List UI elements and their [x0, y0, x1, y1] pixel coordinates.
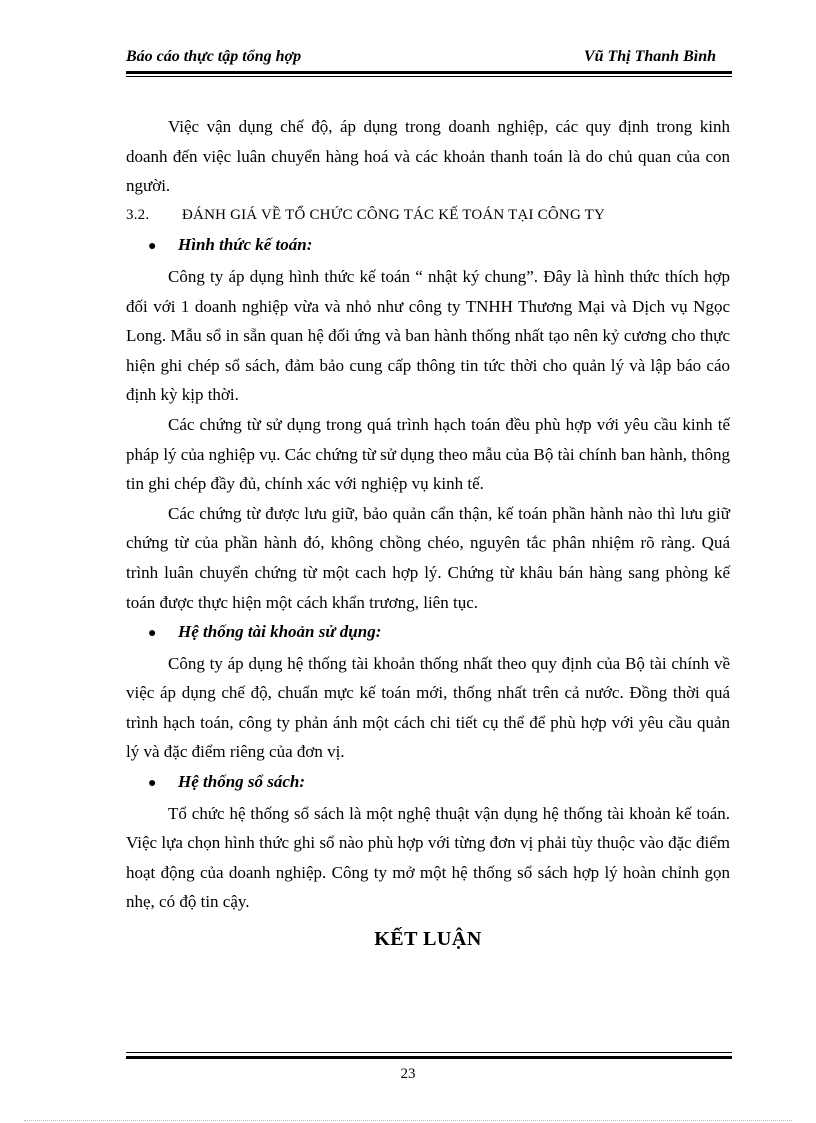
footer-rule-thin	[126, 1052, 732, 1053]
paragraph-voucher-storage: Các chứng từ được lưu giữ, bảo quản cẩn thận, kế toán phần hành nào thì lưu giữ chứng từ của phần hành đó, không chồng chéo, nguyên tắc phân nhiệm rõ ràng. Quá trình luân chuyển chứng từ một cach hợp lý. Chứng từ khâu bán hàng sang phòng kế toán được thực hiện một cách khẩn trương, liên tục.	[126, 503, 730, 612]
bullet-icon: ●	[148, 239, 157, 255]
bullet-icon: ●	[148, 626, 157, 642]
section-title: ĐÁNH GIÁ VỀ TỔ CHỨC CÔNG TÁC KẾ TOÁN TẠI CÔNG TY	[182, 206, 606, 223]
header-author: Vũ Thị Thanh Bình	[583, 48, 716, 65]
bullet-heading-accounts	[126, 617, 730, 649]
header-report-title: Báo cáo thực tập tổng hợp	[126, 48, 302, 65]
header-rule-thin	[126, 76, 732, 77]
footer-rule-thick	[126, 1056, 732, 1059]
paragraph-intro: Việc vận dụng chế độ, áp dụng trong doanh nghiệp, các quy định trong kinh doanh đến việc luân chuyển hàng hoá và các khoản thanh toán là do chủ quan của con người.	[126, 117, 730, 196]
document-body	[126, 112, 730, 955]
conclusion-heading: KẾT LUẬN	[374, 928, 482, 951]
bullet-heading-accounting-form	[126, 230, 730, 262]
paragraph-accounts: Công ty áp dụng hệ thống tài khoản thống nhất theo quy định của Bộ tài chính về việc áp dụng chế độ, chuẩn mực kế toán mới, thống nhất trên cả nước. Đồng thời quá trình hạch toán, công ty phản ánh một cách chi tiết cụ thể để phù hợp với yêu cầu quản lý và đặc điểm riêng của đơn vị.	[126, 653, 730, 762]
paragraph-vouchers: Các chứng từ sử dụng trong quá trình hạch toán đều phù hợp với yêu cầu kinh tế pháp lý của nghiệp vụ. Các chứng từ sử dụng theo mẫu của Bộ tài chính ban hành, thông tin ghi chép đầy đủ, chính xác với nghiệp vụ kinh tế.	[126, 414, 730, 494]
section-number: 3.2.	[126, 206, 150, 223]
bullet-label: Hệ thống tài khoản sử dụng:	[178, 622, 382, 642]
page-header	[126, 48, 732, 70]
section-heading	[126, 201, 730, 231]
paragraph-books: Tổ chức hệ thống sổ sách là một nghệ thuật vận dụng hệ thống tài khoản kế toán. Việc lựa chọn hình thức ghi sổ nào phù hợp với từng đơn vị phải tùy thuộc vào đặc điểm hoạt động của doanh nghiệp. Công ty mở một hệ thống sổ sách hợp lý hoàn chỉnh gọn nhẹ, có độ tin cậy.	[126, 803, 730, 912]
page-boundary	[24, 1120, 792, 1121]
page-number: 23	[400, 1066, 416, 1082]
header-rule-thick	[126, 71, 732, 74]
bullet-heading-books	[126, 767, 730, 799]
bullet-label: Hình thức kế toán:	[178, 235, 313, 255]
bullet-icon: ●	[148, 776, 157, 792]
bullet-label: Hệ thống sổ sách:	[178, 772, 306, 792]
paragraph-journal: Công ty áp dụng hình thức kế toán “ nhật ký chung”. Đây là hình thức thích hợp đối với 1 doanh nghiệp vừa và nhỏ như công ty TNHH Thương Mại và Dịch vụ Ngọc Long. Mẫu sổ in sẵn quan hệ đối ứng và ban hành thống nhất tạo nên kỷ cương cho thực hiện ghi chép sổ sách, đảm bảo cung cấp thông tin tức thời cho quản lý và lập báo cáo định kỳ kịp thời.	[126, 266, 730, 405]
